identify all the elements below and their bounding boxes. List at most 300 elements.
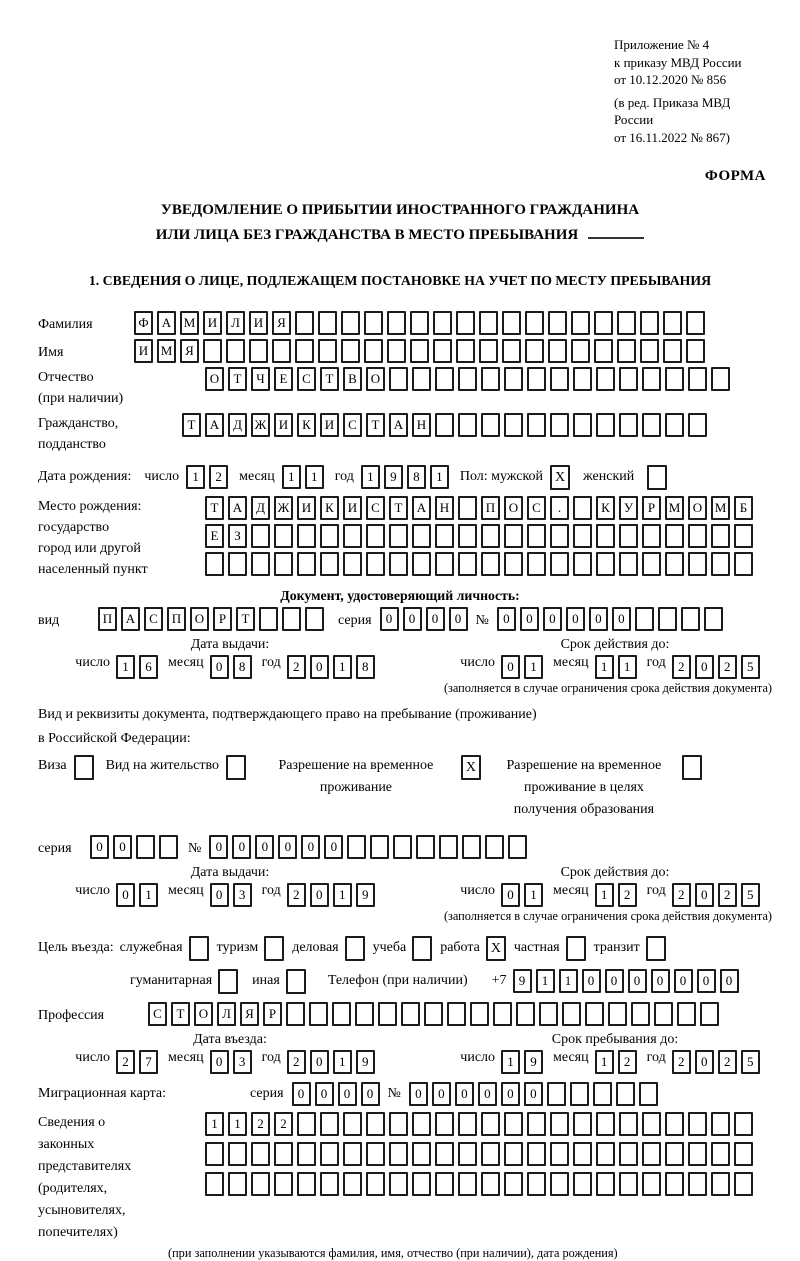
grid-cell[interactable] xyxy=(573,1112,592,1136)
grid-cell[interactable]: 0 xyxy=(426,607,445,631)
representatives-grid-row2[interactable] xyxy=(205,1142,757,1166)
grid-cell[interactable] xyxy=(435,552,454,576)
grid-cell[interactable] xyxy=(251,1172,270,1196)
grid-cell[interactable] xyxy=(410,311,429,335)
grid-cell[interactable] xyxy=(366,1172,385,1196)
grid-cell[interactable] xyxy=(274,1172,293,1196)
grid-cell[interactable] xyxy=(642,552,661,576)
grid-cell[interactable] xyxy=(619,1112,638,1136)
grid-cell[interactable]: И xyxy=(203,311,222,335)
grid-cell[interactable] xyxy=(619,524,638,548)
grid-cell[interactable]: Я xyxy=(240,1002,259,1026)
grid-cell[interactable] xyxy=(343,552,362,576)
grid-cell[interactable]: 0 xyxy=(697,969,716,993)
grid-cell[interactable] xyxy=(527,1112,546,1136)
grid-cell[interactable] xyxy=(516,1002,535,1026)
grid-cell[interactable] xyxy=(686,311,705,335)
grid-cell[interactable]: 0 xyxy=(651,969,670,993)
migration-series-grid[interactable] xyxy=(292,1082,384,1106)
grid-cell[interactable]: 0 xyxy=(210,655,229,679)
grid-cell[interactable] xyxy=(619,367,638,391)
migration-number-grid[interactable] xyxy=(409,1082,662,1106)
grid-cell[interactable] xyxy=(228,1172,247,1196)
grid-cell[interactable]: 1 xyxy=(282,465,301,489)
grid-cell[interactable] xyxy=(550,1112,569,1136)
grid-cell[interactable] xyxy=(573,496,592,520)
grid-cell[interactable]: У xyxy=(619,496,638,520)
firstname-grid[interactable] xyxy=(134,339,709,363)
purpose-other-checkbox[interactable] xyxy=(286,969,306,994)
grid-cell[interactable] xyxy=(711,552,730,576)
grid-cell[interactable] xyxy=(665,524,684,548)
resid-issue-month[interactable] xyxy=(210,883,256,907)
grid-cell[interactable] xyxy=(573,1172,592,1196)
purpose-transit-checkbox[interactable] xyxy=(646,936,666,961)
grid-cell[interactable]: 0 xyxy=(90,835,109,859)
grid-cell[interactable]: 2 xyxy=(672,883,691,907)
grid-cell[interactable] xyxy=(435,413,454,437)
grid-cell[interactable]: О xyxy=(190,607,209,631)
grid-cell[interactable] xyxy=(343,1112,362,1136)
grid-cell[interactable]: 1 xyxy=(430,465,449,489)
grid-cell[interactable]: Е xyxy=(274,367,293,391)
grid-cell[interactable] xyxy=(711,1142,730,1166)
grid-cell[interactable] xyxy=(274,552,293,576)
birthplace-grid-row3[interactable] xyxy=(205,552,757,576)
patronymic-grid[interactable] xyxy=(205,367,734,391)
grid-cell[interactable] xyxy=(734,1112,753,1136)
grid-cell[interactable]: 5 xyxy=(741,883,760,907)
grid-cell[interactable] xyxy=(389,367,408,391)
grid-cell[interactable] xyxy=(205,1172,224,1196)
grid-cell[interactable] xyxy=(435,524,454,548)
grid-cell[interactable] xyxy=(470,1002,489,1026)
grid-cell[interactable]: 1 xyxy=(333,883,352,907)
grid-cell[interactable] xyxy=(700,1002,719,1026)
grid-cell[interactable]: 9 xyxy=(356,1050,375,1074)
id-doc-valid-month[interactable] xyxy=(595,655,641,679)
grid-cell[interactable] xyxy=(527,367,546,391)
grid-cell[interactable]: 0 xyxy=(432,1082,451,1106)
grid-cell[interactable]: 0 xyxy=(582,969,601,993)
grid-cell[interactable] xyxy=(481,1112,500,1136)
grid-cell[interactable]: 9 xyxy=(513,969,532,993)
grid-cell[interactable] xyxy=(456,339,475,363)
grid-cell[interactable]: 0 xyxy=(209,835,228,859)
grid-cell[interactable] xyxy=(433,311,452,335)
grid-cell[interactable]: 0 xyxy=(520,607,539,631)
representatives-grid-row3[interactable] xyxy=(205,1172,757,1196)
grid-cell[interactable] xyxy=(389,1172,408,1196)
grid-cell[interactable] xyxy=(343,1142,362,1166)
grid-cell[interactable]: 2 xyxy=(116,1050,135,1074)
grid-cell[interactable]: 2 xyxy=(718,655,737,679)
grid-cell[interactable] xyxy=(596,524,615,548)
grid-cell[interactable]: И xyxy=(297,496,316,520)
birth-year-grid[interactable] xyxy=(361,465,453,489)
grid-cell[interactable] xyxy=(433,339,452,363)
grid-cell[interactable]: П xyxy=(98,607,117,631)
grid-cell[interactable]: 7 xyxy=(139,1050,158,1074)
grid-cell[interactable] xyxy=(527,1172,546,1196)
grid-cell[interactable] xyxy=(479,311,498,335)
grid-cell[interactable] xyxy=(447,1002,466,1026)
grid-cell[interactable] xyxy=(525,339,544,363)
birthplace-grid-row2[interactable] xyxy=(205,524,757,548)
grid-cell[interactable] xyxy=(616,1082,635,1106)
grid-cell[interactable] xyxy=(642,367,661,391)
grid-cell[interactable] xyxy=(688,1172,707,1196)
grid-cell[interactable]: Р xyxy=(213,607,232,631)
grid-cell[interactable]: Б xyxy=(734,496,753,520)
phone-grid[interactable] xyxy=(513,969,743,993)
grid-cell[interactable] xyxy=(688,367,707,391)
grid-cell[interactable] xyxy=(412,524,431,548)
grid-cell[interactable] xyxy=(297,1112,316,1136)
grid-cell[interactable]: Д xyxy=(251,496,270,520)
grid-cell[interactable] xyxy=(665,1172,684,1196)
grid-cell[interactable]: 0 xyxy=(301,835,320,859)
grid-cell[interactable] xyxy=(458,1172,477,1196)
grid-cell[interactable] xyxy=(412,1142,431,1166)
grid-cell[interactable] xyxy=(318,339,337,363)
grid-cell[interactable]: О xyxy=(194,1002,213,1026)
resid-valid-month[interactable] xyxy=(595,883,641,907)
grid-cell[interactable] xyxy=(665,1112,684,1136)
purpose-business-checkbox[interactable] xyxy=(345,936,365,961)
grid-cell[interactable] xyxy=(642,1112,661,1136)
grid-cell[interactable] xyxy=(665,413,684,437)
grid-cell[interactable] xyxy=(527,413,546,437)
grid-cell[interactable]: И xyxy=(343,496,362,520)
grid-cell[interactable] xyxy=(573,524,592,548)
grid-cell[interactable] xyxy=(642,524,661,548)
grid-cell[interactable] xyxy=(366,1112,385,1136)
grid-cell[interactable] xyxy=(424,1002,443,1026)
grid-cell[interactable]: 0 xyxy=(409,1082,428,1106)
grid-cell[interactable]: 0 xyxy=(380,607,399,631)
representatives-grid-row1[interactable] xyxy=(205,1112,757,1136)
grid-cell[interactable] xyxy=(550,552,569,576)
grid-cell[interactable] xyxy=(619,413,638,437)
resid-issue-year[interactable] xyxy=(287,883,379,907)
grid-cell[interactable] xyxy=(481,1172,500,1196)
grid-cell[interactable] xyxy=(573,1142,592,1166)
grid-cell[interactable]: 1 xyxy=(524,883,543,907)
male-checkbox[interactable]: X xyxy=(550,465,570,490)
id-doc-number-grid[interactable] xyxy=(497,607,727,631)
grid-cell[interactable] xyxy=(412,1112,431,1136)
grid-cell[interactable]: 8 xyxy=(356,655,375,679)
grid-cell[interactable] xyxy=(462,835,481,859)
grid-cell[interactable] xyxy=(456,311,475,335)
grid-cell[interactable] xyxy=(635,607,654,631)
grid-cell[interactable]: 0 xyxy=(455,1082,474,1106)
grid-cell[interactable]: Д xyxy=(228,413,247,437)
grid-cell[interactable] xyxy=(665,1142,684,1166)
grid-cell[interactable]: 1 xyxy=(333,655,352,679)
grid-cell[interactable]: 2 xyxy=(672,655,691,679)
purpose-work-checkbox[interactable]: X xyxy=(486,936,506,961)
grid-cell[interactable] xyxy=(435,1142,454,1166)
grid-cell[interactable] xyxy=(481,1142,500,1166)
grid-cell[interactable]: 8 xyxy=(407,465,426,489)
grid-cell[interactable]: Т xyxy=(205,496,224,520)
grid-cell[interactable]: 0 xyxy=(449,607,468,631)
grid-cell[interactable] xyxy=(665,367,684,391)
grid-cell[interactable] xyxy=(704,607,723,631)
grid-cell[interactable]: 0 xyxy=(720,969,739,993)
grid-cell[interactable]: 5 xyxy=(741,655,760,679)
grid-cell[interactable] xyxy=(711,1112,730,1136)
grid-cell[interactable]: М xyxy=(157,339,176,363)
grid-cell[interactable] xyxy=(389,1112,408,1136)
grid-cell[interactable]: А xyxy=(205,413,224,437)
grid-cell[interactable]: 0 xyxy=(695,883,714,907)
grid-cell[interactable]: 0 xyxy=(292,1082,311,1106)
grid-cell[interactable] xyxy=(639,1082,658,1106)
grid-cell[interactable] xyxy=(366,524,385,548)
grid-cell[interactable] xyxy=(297,1142,316,1166)
grid-cell[interactable]: Н xyxy=(412,413,431,437)
grid-cell[interactable]: 1 xyxy=(559,969,578,993)
grid-cell[interactable]: 2 xyxy=(287,655,306,679)
grid-cell[interactable] xyxy=(439,835,458,859)
grid-cell[interactable]: О xyxy=(504,496,523,520)
grid-cell[interactable] xyxy=(479,339,498,363)
grid-cell[interactable]: 0 xyxy=(501,655,520,679)
grid-cell[interactable]: С xyxy=(527,496,546,520)
grid-cell[interactable] xyxy=(393,835,412,859)
grid-cell[interactable] xyxy=(548,339,567,363)
grid-cell[interactable]: 2 xyxy=(209,465,228,489)
grid-cell[interactable]: 1 xyxy=(595,655,614,679)
grid-cell[interactable] xyxy=(341,339,360,363)
grid-cell[interactable] xyxy=(458,1142,477,1166)
grid-cell[interactable] xyxy=(272,339,291,363)
grid-cell[interactable] xyxy=(527,1142,546,1166)
resid-number-grid[interactable] xyxy=(209,835,531,859)
grid-cell[interactable]: 2 xyxy=(672,1050,691,1074)
grid-cell[interactable] xyxy=(401,1002,420,1026)
grid-cell[interactable]: 0 xyxy=(232,835,251,859)
grid-cell[interactable] xyxy=(508,835,527,859)
grid-cell[interactable]: 8 xyxy=(233,655,252,679)
grid-cell[interactable] xyxy=(318,311,337,335)
grid-cell[interactable]: 3 xyxy=(233,883,252,907)
grid-cell[interactable] xyxy=(619,1142,638,1166)
grid-cell[interactable] xyxy=(251,1142,270,1166)
grid-cell[interactable]: С xyxy=(148,1002,167,1026)
grid-cell[interactable]: 1 xyxy=(595,1050,614,1074)
grid-cell[interactable] xyxy=(550,413,569,437)
grid-cell[interactable] xyxy=(562,1002,581,1026)
id-doc-kind-grid[interactable] xyxy=(98,607,328,631)
grid-cell[interactable]: М xyxy=(180,311,199,335)
grid-cell[interactable] xyxy=(547,1082,566,1106)
stay-year[interactable] xyxy=(672,1050,764,1074)
grid-cell[interactable] xyxy=(631,1002,650,1026)
grid-cell[interactable]: 1 xyxy=(361,465,380,489)
grid-cell[interactable]: Т xyxy=(182,413,201,437)
purpose-private-checkbox[interactable] xyxy=(566,936,586,961)
grid-cell[interactable] xyxy=(596,413,615,437)
grid-cell[interactable] xyxy=(320,1142,339,1166)
grid-cell[interactable]: 0 xyxy=(612,607,631,631)
grid-cell[interactable] xyxy=(435,1112,454,1136)
grid-cell[interactable] xyxy=(295,311,314,335)
grid-cell[interactable]: А xyxy=(157,311,176,335)
grid-cell[interactable] xyxy=(286,1002,305,1026)
grid-cell[interactable] xyxy=(550,524,569,548)
grid-cell[interactable] xyxy=(617,311,636,335)
grid-cell[interactable] xyxy=(364,311,383,335)
grid-cell[interactable] xyxy=(570,1082,589,1106)
resid-series-grid[interactable] xyxy=(90,835,182,859)
grid-cell[interactable]: 2 xyxy=(618,883,637,907)
grid-cell[interactable] xyxy=(481,552,500,576)
grid-cell[interactable] xyxy=(504,1112,523,1136)
grid-cell[interactable] xyxy=(573,367,592,391)
resid-valid-day[interactable] xyxy=(501,883,547,907)
grid-cell[interactable] xyxy=(332,1002,351,1026)
birth-month-grid[interactable] xyxy=(282,465,328,489)
grid-cell[interactable] xyxy=(573,413,592,437)
grid-cell[interactable]: 0 xyxy=(338,1082,357,1106)
grid-cell[interactable] xyxy=(347,835,366,859)
grid-cell[interactable] xyxy=(596,1142,615,1166)
grid-cell[interactable] xyxy=(320,524,339,548)
grid-cell[interactable]: 0 xyxy=(589,607,608,631)
grid-cell[interactable] xyxy=(663,311,682,335)
grid-cell[interactable] xyxy=(596,1172,615,1196)
grid-cell[interactable]: Т xyxy=(171,1002,190,1026)
grid-cell[interactable] xyxy=(389,1142,408,1166)
grid-cell[interactable] xyxy=(341,311,360,335)
grid-cell[interactable]: А xyxy=(121,607,140,631)
grid-cell[interactable] xyxy=(504,1172,523,1196)
grid-cell[interactable] xyxy=(458,413,477,437)
id-doc-issue-year[interactable] xyxy=(287,655,379,679)
grid-cell[interactable]: 1 xyxy=(305,465,324,489)
grid-cell[interactable]: Т xyxy=(389,496,408,520)
citizenship-grid[interactable] xyxy=(182,413,711,437)
grid-cell[interactable]: 0 xyxy=(310,1050,329,1074)
grid-cell[interactable] xyxy=(320,1172,339,1196)
grid-cell[interactable] xyxy=(550,367,569,391)
grid-cell[interactable] xyxy=(734,1142,753,1166)
grid-cell[interactable] xyxy=(734,1172,753,1196)
entry-month[interactable] xyxy=(210,1050,256,1074)
grid-cell[interactable] xyxy=(481,524,500,548)
grid-cell[interactable]: 1 xyxy=(139,883,158,907)
grid-cell[interactable]: О xyxy=(205,367,224,391)
grid-cell[interactable] xyxy=(502,339,521,363)
grid-cell[interactable] xyxy=(295,339,314,363)
grid-cell[interactable]: 0 xyxy=(113,835,132,859)
grid-cell[interactable] xyxy=(412,1172,431,1196)
grid-cell[interactable]: К xyxy=(596,496,615,520)
grid-cell[interactable] xyxy=(596,552,615,576)
grid-cell[interactable] xyxy=(458,367,477,391)
grid-cell[interactable] xyxy=(642,413,661,437)
grid-cell[interactable]: 2 xyxy=(718,1050,737,1074)
grid-cell[interactable] xyxy=(203,339,222,363)
grid-cell[interactable] xyxy=(251,552,270,576)
grid-cell[interactable]: 0 xyxy=(566,607,585,631)
grid-cell[interactable]: 0 xyxy=(695,1050,714,1074)
grid-cell[interactable]: 1 xyxy=(501,1050,520,1074)
grid-cell[interactable]: 1 xyxy=(536,969,555,993)
grid-cell[interactable] xyxy=(458,1112,477,1136)
grid-cell[interactable] xyxy=(608,1002,627,1026)
resid-issue-day[interactable] xyxy=(116,883,162,907)
grid-cell[interactable] xyxy=(640,339,659,363)
id-doc-series-grid[interactable] xyxy=(380,607,472,631)
grid-cell[interactable] xyxy=(504,524,523,548)
temp-residence-checkbox[interactable]: X xyxy=(461,755,481,780)
grid-cell[interactable] xyxy=(481,367,500,391)
grid-cell[interactable]: 0 xyxy=(674,969,693,993)
grid-cell[interactable] xyxy=(228,1142,247,1166)
grid-cell[interactable] xyxy=(640,311,659,335)
id-doc-issue-day[interactable] xyxy=(116,655,162,679)
grid-cell[interactable] xyxy=(366,552,385,576)
grid-cell[interactable] xyxy=(297,524,316,548)
grid-cell[interactable] xyxy=(677,1002,696,1026)
grid-cell[interactable]: 0 xyxy=(403,607,422,631)
grid-cell[interactable]: 0 xyxy=(497,607,516,631)
resid-valid-year[interactable] xyxy=(672,883,764,907)
grid-cell[interactable]: 2 xyxy=(718,883,737,907)
grid-cell[interactable] xyxy=(711,524,730,548)
grid-cell[interactable]: А xyxy=(412,496,431,520)
grid-cell[interactable] xyxy=(525,311,544,335)
grid-cell[interactable]: Т xyxy=(320,367,339,391)
grid-cell[interactable] xyxy=(688,1112,707,1136)
grid-cell[interactable]: З xyxy=(228,524,247,548)
grid-cell[interactable] xyxy=(226,339,245,363)
grid-cell[interactable] xyxy=(504,413,523,437)
grid-cell[interactable] xyxy=(711,367,730,391)
birth-day-grid[interactable] xyxy=(186,465,232,489)
grid-cell[interactable] xyxy=(309,1002,328,1026)
grid-cell[interactable] xyxy=(274,1142,293,1166)
grid-cell[interactable]: Я xyxy=(180,339,199,363)
grid-cell[interactable]: 0 xyxy=(255,835,274,859)
grid-cell[interactable] xyxy=(136,835,155,859)
grid-cell[interactable]: Л xyxy=(226,311,245,335)
stay-day[interactable] xyxy=(501,1050,547,1074)
grid-cell[interactable] xyxy=(711,1172,730,1196)
grid-cell[interactable]: А xyxy=(389,413,408,437)
grid-cell[interactable]: 0 xyxy=(310,883,329,907)
grid-cell[interactable]: 0 xyxy=(210,883,229,907)
grid-cell[interactable]: Ч xyxy=(251,367,270,391)
surname-grid[interactable] xyxy=(134,311,709,335)
grid-cell[interactable] xyxy=(485,835,504,859)
grid-cell[interactable] xyxy=(681,607,700,631)
grid-cell[interactable]: Т xyxy=(366,413,385,437)
grid-cell[interactable]: О xyxy=(688,496,707,520)
grid-cell[interactable] xyxy=(596,367,615,391)
grid-cell[interactable]: 1 xyxy=(228,1112,247,1136)
grid-cell[interactable] xyxy=(688,552,707,576)
grid-cell[interactable]: 6 xyxy=(139,655,158,679)
grid-cell[interactable] xyxy=(370,835,389,859)
purpose-study-checkbox[interactable] xyxy=(412,936,432,961)
grid-cell[interactable] xyxy=(389,552,408,576)
